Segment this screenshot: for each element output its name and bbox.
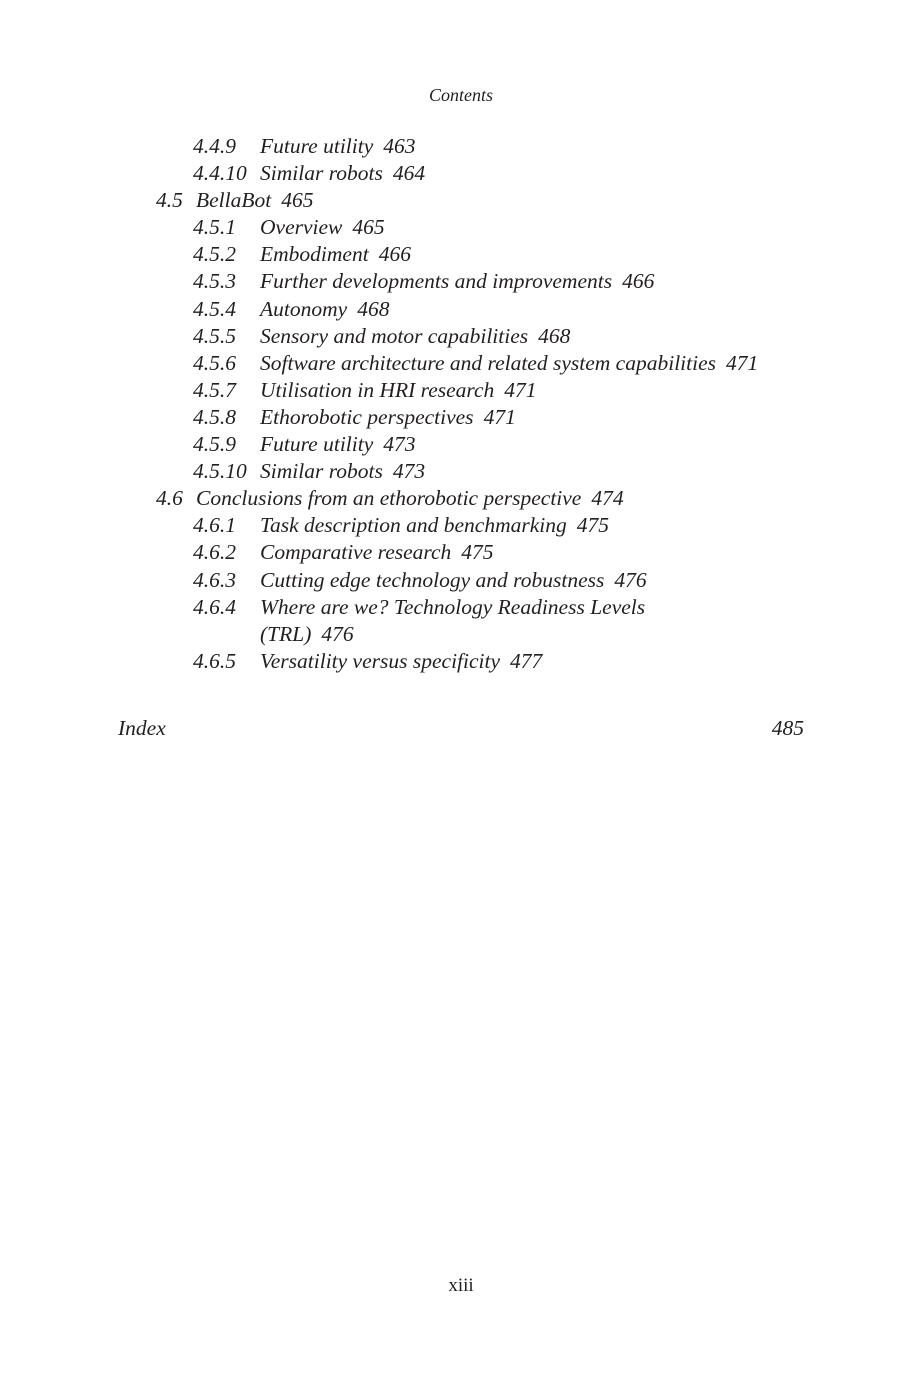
toc-entry-page: 471 (726, 350, 759, 375)
toc-entry-page: 474 (591, 486, 624, 511)
toc-entry-title: Future utility (260, 432, 374, 457)
toc-entry-page: 464 (392, 161, 426, 186)
toc-entry-4-6-4 (0, 594, 922, 648)
toc-entry-title: Utilisation in HRI research (260, 377, 495, 402)
toc-entry-page: 473 (392, 459, 426, 484)
toc-entry-number: 4.5.2 (193, 242, 236, 267)
toc-entry-number: 4.5.7 (193, 377, 236, 402)
toc-entry-page: 466 (622, 269, 655, 294)
toc-entry-title: Conclusions from an ethorobotic perspective (196, 486, 582, 511)
toc-entry-page: 475 (576, 513, 610, 538)
toc-entry-title: Embodiment (260, 242, 369, 267)
toc-entry-4-5-8 (0, 404, 922, 431)
toc-entry-number: 4.5.1 (193, 215, 236, 240)
toc-entry-number: 4.6.2 (193, 540, 236, 565)
toc-entry-page: 473 (383, 432, 416, 457)
toc-entry-number: 4.4.9 (193, 134, 236, 158)
toc-entry-number: 4.6.1 (193, 513, 236, 538)
toc-entry-page: 471 (504, 377, 537, 402)
toc-entry-title: Further developments and improvements (260, 269, 613, 294)
toc-entry-number: 4.4.10 (193, 161, 247, 186)
toc-entry-number: 4.5.10 (193, 459, 247, 484)
toc-entry-4-5-6 (0, 350, 922, 377)
toc-entry-4-5-3 (0, 268, 922, 295)
toc-entry-number: 4.5 (156, 188, 183, 213)
toc-entry-page: 476 (321, 621, 354, 646)
toc-entry-page: 476 (614, 567, 647, 592)
toc-entry-page: 471 (483, 404, 516, 429)
toc-entry-page: 463 (383, 134, 416, 158)
toc-entry-4-4-9 (0, 133, 922, 160)
toc-entry-page: 468 (357, 296, 390, 321)
toc-entry-4-4-10 (0, 160, 922, 187)
toc-entry-number: 4.5.8 (193, 404, 236, 429)
toc-entry-title: Similar robots (260, 459, 383, 484)
running-head: Contents (428, 85, 493, 105)
toc-entry-4-6-1 (0, 512, 922, 539)
toc-entry-title: Task description and benchmarking (260, 513, 567, 538)
toc-entry-4-6-5 (0, 648, 922, 675)
toc-entry-title: Overview (260, 215, 343, 240)
toc-entry-4-5-9 (0, 431, 922, 458)
toc-entry-4-5-4 (0, 296, 922, 323)
toc-entry-title: Similar robots (260, 161, 383, 186)
toc-entry-4-5 (0, 187, 922, 214)
toc-entry-title: Versatility versus specificity (260, 648, 501, 673)
toc-entry-number: 4.5.6 (193, 350, 236, 375)
toc-entry-page: 468 (538, 323, 571, 348)
toc-entry-title: Where are we? Technology Readiness Levels (TRL) (260, 594, 646, 646)
toc-entry-page: 465 (352, 215, 385, 240)
toc-entry-title: Cutting edge technology and robustness (260, 567, 605, 592)
toc-entry-4-5-1 (0, 214, 922, 241)
toc-entry-title: Comparative research (260, 540, 452, 565)
toc-entry-4-6-2 (0, 539, 922, 566)
toc-entry-4-5-10 (0, 458, 922, 485)
toc-entry-4-5-7 (0, 377, 922, 404)
toc-entry-number: 4.5.9 (193, 432, 236, 457)
toc-entry-page: 475 (461, 540, 494, 565)
toc-entry-title: BellaBot (196, 188, 272, 213)
toc-entry-title: Autonomy (260, 296, 348, 321)
toc-entry-title: Ethorobotic perspectives (260, 404, 474, 429)
table-of-contents (0, 133, 922, 675)
index-page: 485 (771, 716, 804, 740)
toc-entry-title: Sensory and motor capabilities (260, 323, 529, 348)
page-number: xiii (448, 1275, 474, 1296)
toc-entry-number: 4.6.4 (193, 594, 236, 619)
toc-entry-number: 4.5.4 (193, 296, 236, 321)
toc-entry-number: 4.6.3 (193, 567, 236, 592)
toc-entry-4-5-5 (0, 323, 922, 350)
index-label: Index (118, 716, 166, 740)
toc-entry-page: 477 (510, 648, 543, 673)
toc-entry-number: 4.6 (156, 486, 183, 511)
toc-entry-number: 4.6.5 (193, 648, 236, 673)
toc-entry-number: 4.5.3 (193, 269, 236, 294)
toc-entry-page: 466 (378, 242, 411, 267)
toc-entry-4-6 (0, 485, 922, 512)
toc-entry-number: 4.5.5 (193, 323, 236, 348)
toc-entry-4-5-2 (0, 241, 922, 268)
toc-entry-4-6-3 (0, 567, 922, 594)
toc-entry-title: Future utility (260, 134, 374, 158)
toc-entry-title: Software architecture and related system capabilities (260, 350, 716, 375)
toc-entry-page: 465 (281, 188, 314, 213)
